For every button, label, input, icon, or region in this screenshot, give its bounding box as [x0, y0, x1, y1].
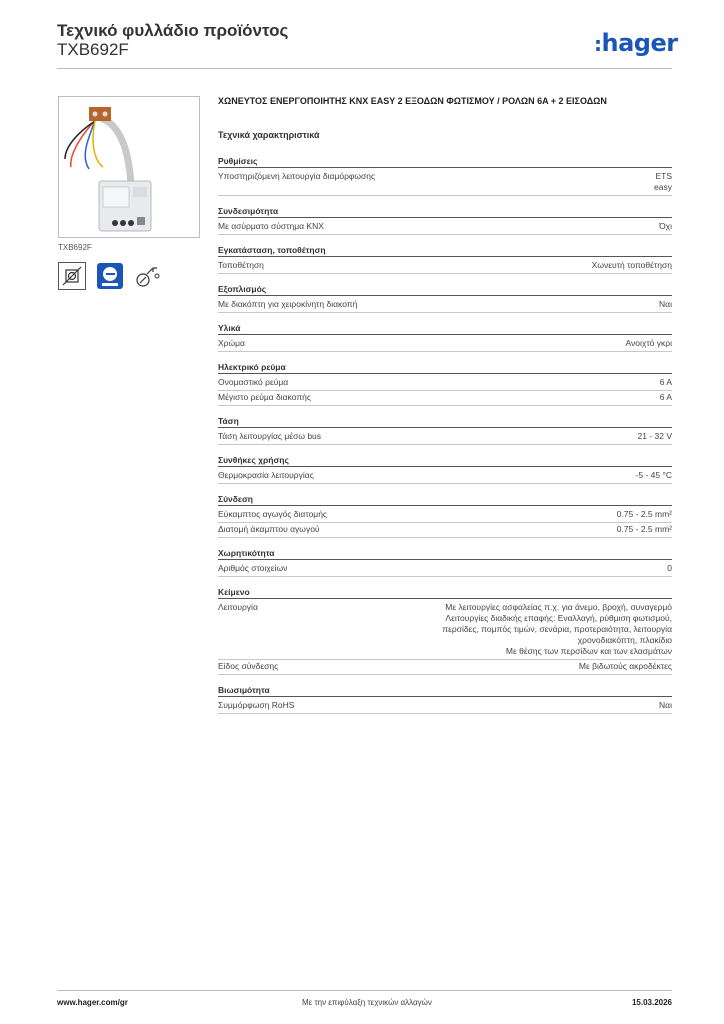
easy-configuration-icon [96, 262, 124, 290]
spec-row [218, 523, 672, 538]
spec-group [218, 684, 672, 714]
spec-value-line: Με θέσης των περσίδων και των ελασμάτων [505, 646, 672, 656]
specs-heading: Τεχνικά χαρακτηριστικά [218, 130, 320, 140]
spec-value [617, 524, 672, 535]
spec-key: Μέγιστο ρεύμα διακοπής [218, 392, 312, 402]
product-title: ΧΩΝΕΥΤΟΣ ΕΝΕΡΓΟΠΟΙΗΤΗΣ KNX EASY 2 ΕΞΟΔΩΝ ΦΩΤΙΣΜΟΥ / ΡΟΛΩΝ 6A + 2 ΕΙΣΟΔΩΝ [218, 96, 607, 106]
spec-group-title: Τάση [218, 415, 672, 428]
footer-date: 15.03.2026 [631, 998, 672, 1007]
spec-row [218, 170, 672, 196]
spec-key: Τάση λειτουργίας μέσω bus [218, 431, 322, 441]
page-title: Τεχνικό φυλλάδιο προϊόντος [57, 21, 289, 40]
spec-group-title: Κείμενο [218, 586, 672, 599]
spec-value-line: χρονοδιακόπτη, πλακίδιο [577, 635, 672, 645]
spec-group-title: Εξοπλισμός [218, 283, 672, 296]
logo-text: hager [601, 29, 678, 57]
spec-group-title: Συνθήκες χρήσης [218, 454, 672, 467]
spec-group [218, 361, 672, 406]
footer-divider [57, 990, 672, 991]
spec-row [218, 298, 672, 313]
flush-mount-icon [58, 262, 86, 290]
spec-group [218, 283, 672, 313]
spec-value-line: Όχι [659, 221, 672, 231]
spec-value-line: ETS [655, 171, 672, 181]
spec-group [218, 415, 672, 445]
push-button-inputs-icon [133, 262, 161, 290]
spec-value [667, 563, 672, 574]
image-caption: TXB692F [58, 243, 92, 252]
spec-group [218, 322, 672, 352]
spec-row [218, 508, 672, 523]
spec-group-title: Ρυθμίσεις [218, 155, 672, 168]
spec-value-line: Ναι [659, 299, 672, 309]
spec-value [659, 299, 672, 310]
spec-row [218, 259, 672, 274]
spec-value-line: περσίδες, πομπός τιμών, σενάρια, προτεραιότητα, λειτουργία [442, 624, 672, 634]
spec-key: Διατομή άκαμπτου αγωγού [218, 524, 320, 534]
hager-logo: :hager [594, 29, 678, 57]
spec-value [617, 509, 672, 520]
spec-row [218, 601, 672, 660]
spec-group-title: Βιωσιμότητα [218, 684, 672, 697]
spec-value [442, 602, 672, 657]
spec-value-line: 6 A [659, 377, 672, 387]
spec-value-line: Με λειτουργίες ασφαλείας π.χ. για άνεμο, βροχή, συναγερμό [445, 602, 672, 612]
spec-key: Αριθμός στοιχείων [218, 563, 288, 573]
spec-value-line: Με βιδωτούς ακροδέκτες [578, 661, 672, 671]
spec-value-line: 0 [667, 563, 672, 573]
spec-value [660, 377, 672, 388]
spec-key: Εύκαμπτος αγωγός διατομής [218, 509, 328, 519]
spec-value-line: 6 A [659, 392, 672, 402]
spec-key: Συμμόρφωση RoHS [218, 700, 295, 710]
spec-value [579, 661, 672, 672]
footer-website[interactable]: www.hager.com/gr [57, 998, 128, 1007]
spec-row [218, 699, 672, 714]
product-image [58, 96, 200, 238]
spec-group-title: Ηλεκτρικό ρεύμα [218, 361, 672, 374]
spec-value [638, 431, 673, 442]
spec-group-title: Χωρητικότητα [218, 547, 672, 560]
spec-group-title: Υλικά [218, 322, 672, 335]
spec-value-line: 0.75 - 2.5 mm² [616, 524, 672, 534]
spec-row [218, 376, 672, 391]
spec-value [659, 700, 672, 711]
spec-group [218, 547, 672, 577]
spec-row [218, 337, 672, 352]
spec-row [218, 562, 672, 577]
spec-value [636, 470, 672, 481]
spec-row [218, 469, 672, 484]
product-illustration [59, 97, 199, 237]
spec-value-line: Ανοιχτό γκρι [625, 338, 672, 348]
spec-value-line: Λειτουργίες διαδικής επαφής: Εναλλαγή, ρύθμιση φωτισμού, [445, 613, 672, 623]
spec-value-line: Χωνευτή τοποθέτηση [591, 260, 672, 270]
spec-key: Χρώμα [218, 338, 245, 348]
spec-value [625, 338, 672, 349]
spec-group [218, 205, 672, 235]
spec-row [218, 220, 672, 235]
spec-group [218, 454, 672, 484]
product-code: TXB692F [57, 40, 129, 59]
spec-key: Είδος σύνδεσης [218, 661, 279, 671]
spec-group-title: Εγκατάσταση, τοποθέτηση [218, 244, 672, 257]
spec-value [592, 260, 672, 271]
spec-row [218, 660, 672, 675]
spec-key: Ονομαστικό ρεύμα [218, 377, 289, 387]
spec-group-title: Σύνδεση [218, 493, 672, 506]
footer-note: Με την επιφύλαξη τεχνικών αλλαγών [302, 998, 432, 1007]
spec-key: Με διακόπτη για χειροκίνητη διακοπή [218, 299, 358, 309]
spec-group [218, 586, 672, 675]
spec-value-line: easy [654, 182, 672, 192]
spec-key: Λειτουργία [218, 602, 258, 612]
spec-group [218, 493, 672, 538]
spec-row [218, 391, 672, 406]
spec-value-line: -5 - 45 °C [635, 470, 672, 480]
spec-key: Με ασύρματο σύστημα KNX [218, 221, 324, 231]
spec-group-title: Συνδεσιμότητα [218, 205, 672, 218]
specs-table [218, 155, 672, 723]
spec-key: Τοποθέτηση [218, 260, 264, 270]
spec-group [218, 155, 672, 196]
spec-key: Υποστηριζόμενη λειτουργία διαμόρφωσης [218, 171, 376, 181]
spec-value-line: Ναι [659, 700, 672, 710]
spec-value [660, 392, 672, 403]
header-divider [57, 68, 672, 69]
spec-value-line: 21 - 32 V [637, 431, 672, 441]
spec-row [218, 430, 672, 445]
spec-key: Θερμοκρασία λειτουργίας [218, 470, 314, 480]
spec-value [659, 221, 672, 232]
spec-value-line: 0.75 - 2.5 mm² [616, 509, 672, 519]
spec-group [218, 244, 672, 274]
spec-value [654, 171, 672, 193]
